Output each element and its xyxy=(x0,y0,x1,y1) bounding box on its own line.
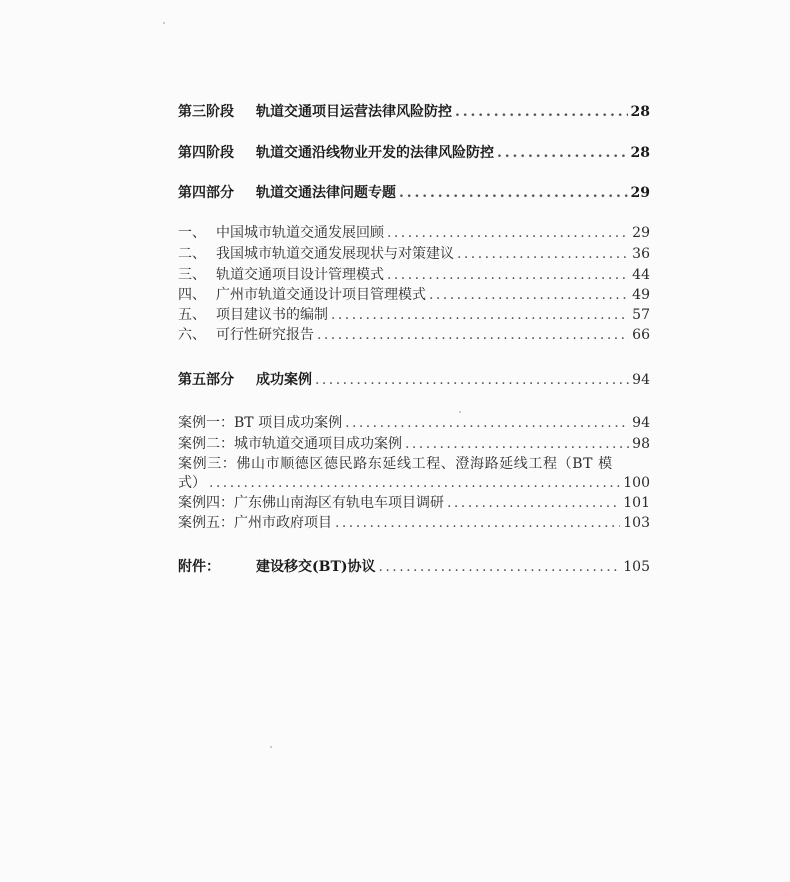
toc-appendix-row xyxy=(178,556,650,576)
dot-leader xyxy=(399,185,628,201)
page-number: 94 xyxy=(632,415,650,431)
toc-topic-row xyxy=(178,304,650,324)
toc-case-row xyxy=(178,492,650,512)
dot-leader xyxy=(335,515,620,531)
page-number: 101 xyxy=(623,495,650,511)
topic-title: 中国城市轨道交通发展回顾 xyxy=(216,225,384,241)
topic-title: 广州市轨道交通设计项目管理模式 xyxy=(216,287,426,303)
toc-case-row xyxy=(178,433,650,453)
topic-title: 轨道交通项目设计管理模式 xyxy=(216,267,384,283)
section-title: 成功案例 xyxy=(256,372,312,388)
appendix-label: 附件： xyxy=(178,559,220,575)
page-number: 36 xyxy=(632,246,650,262)
toc-section-row xyxy=(178,182,650,202)
topic-title: 可行性研究报告 xyxy=(216,327,314,343)
toc-case-row-second-line xyxy=(178,472,650,492)
topic-number: 三、 xyxy=(178,267,206,283)
dot-leader xyxy=(457,246,629,262)
section-label: 第四部分 xyxy=(178,185,234,201)
scan-speck xyxy=(163,22,165,24)
dot-leader xyxy=(317,327,629,343)
page-number: 28 xyxy=(630,145,650,161)
dot-leader xyxy=(447,495,620,511)
dot-leader xyxy=(405,436,629,452)
appendix-title: 建设移交(BT)协议 xyxy=(256,559,376,575)
dot-leader xyxy=(429,287,629,303)
section-label: 第四阶段 xyxy=(178,145,234,161)
topic-title: 我国城市轨道交通发展现状与对策建议 xyxy=(216,246,454,262)
toc-case-row xyxy=(178,412,650,432)
page-number: 66 xyxy=(632,327,650,343)
toc-topic-row xyxy=(178,284,650,304)
page-number: 105 xyxy=(623,559,650,575)
toc-part-row xyxy=(178,369,650,389)
toc-topic-row xyxy=(178,264,650,284)
toc-section-row xyxy=(178,142,650,162)
page-number: 103 xyxy=(623,515,650,531)
dot-leader xyxy=(497,145,628,161)
topic-number: 二、 xyxy=(178,246,206,262)
toc-topic-row xyxy=(178,243,650,263)
dot-leader xyxy=(387,225,629,241)
topic-number: 六、 xyxy=(178,327,206,343)
topic-number: 一、 xyxy=(178,225,206,241)
page-number: 49 xyxy=(632,287,650,303)
topic-title: 项目建议书的编制 xyxy=(216,307,328,323)
toc-section-row xyxy=(178,101,650,121)
case-title-continued: 式） xyxy=(178,475,206,491)
topic-number: 五、 xyxy=(178,307,206,323)
page-number: 28 xyxy=(630,104,650,120)
topic-number: 四、 xyxy=(178,287,206,303)
page-number: 98 xyxy=(632,436,650,452)
toc-topic-row xyxy=(178,222,650,242)
page-number: 57 xyxy=(632,307,650,323)
dot-leader xyxy=(455,104,628,120)
section-title: 轨道交通项目运营法律风险防控 xyxy=(256,104,452,120)
dot-leader xyxy=(387,267,629,283)
case-title: 案例一：BT 项目成功案例 xyxy=(178,415,343,431)
dot-leader xyxy=(209,475,620,491)
page-number: 94 xyxy=(632,372,650,388)
toc-case-row-first-line xyxy=(178,453,650,473)
section-label: 第三阶段 xyxy=(178,104,234,120)
scan-speck xyxy=(270,746,272,748)
section-label: 第五部分 xyxy=(178,372,234,388)
toc-case-row xyxy=(178,512,650,532)
scan-speck xyxy=(459,411,461,413)
dot-leader xyxy=(331,307,629,323)
dot-leader xyxy=(315,372,629,388)
section-title: 轨道交通沿线物业开发的法律风险防控 xyxy=(256,145,494,161)
dot-leader xyxy=(345,415,629,431)
case-title: 案例二：城市轨道交通项目成功案例 xyxy=(178,436,402,452)
case-title: 案例三：佛山市顺德区德民路东延线工程、澄海路延线工程（BT 模 xyxy=(178,456,613,472)
page-number: 29 xyxy=(630,185,650,201)
page-number: 100 xyxy=(623,475,650,491)
toc-topic-row xyxy=(178,324,650,344)
page-number: 29 xyxy=(632,225,650,241)
case-title: 案例五：广州市政府项目 xyxy=(178,515,332,531)
dot-leader xyxy=(379,559,621,575)
section-title: 轨道交通法律问题专题 xyxy=(256,185,396,201)
page-number: 44 xyxy=(632,267,650,283)
case-title: 案例四：广东佛山南海区有轨电车项目调研 xyxy=(178,495,444,511)
